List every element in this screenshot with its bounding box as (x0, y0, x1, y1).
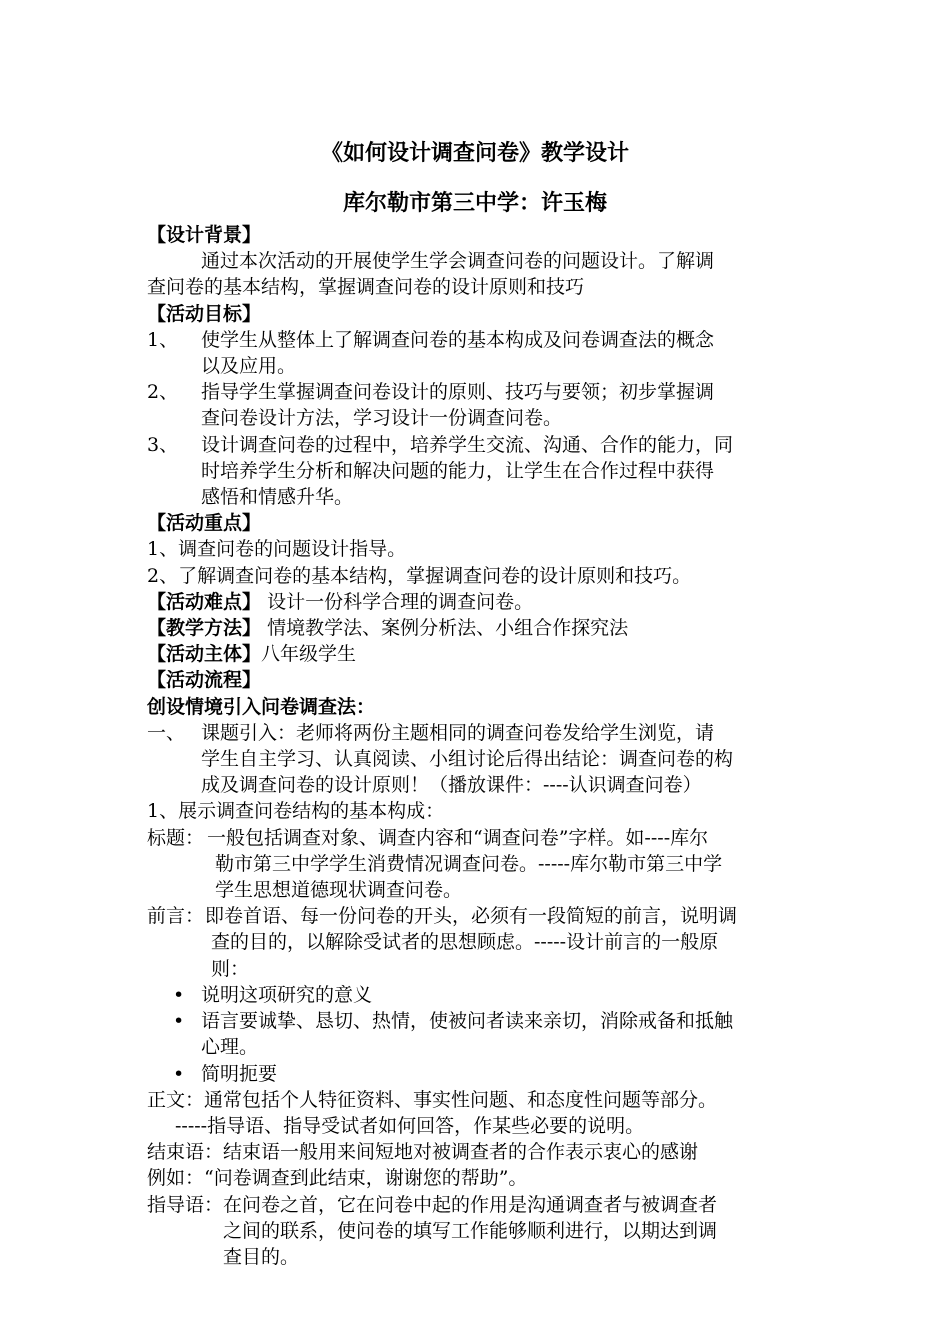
ending-label: 结束语： (147, 1141, 224, 1164)
bullet-text: 心理。 (201, 1036, 259, 1059)
preface-definition (147, 903, 812, 982)
focus-item: 2、了解调查问卷的基本结构，掌握调查问卷的设计原则和技巧。 (147, 564, 692, 587)
goal-item (147, 379, 812, 431)
bullet-icon: • (173, 1010, 185, 1033)
body-note: -----指导语、指导受试者如何回答，作某些必要的说明。 (175, 1114, 645, 1137)
goal-text: 时培养学生分析和解决问题的能力，让学生在合作过程中获得 (201, 459, 715, 482)
preface-label: 前言： (147, 905, 205, 928)
bullet-icon: • (173, 1062, 185, 1085)
goal-text: 设计调查问卷的过程中，培养学生交流、沟通、合作的能力，同 (201, 433, 734, 456)
goal-number: 2、 (147, 381, 179, 404)
title-text: 一般包括调查对象、调查内容和“调查问卷”字样。如----库尔 (207, 826, 709, 849)
document-body (147, 222, 812, 1270)
body-label: 正文： (147, 1088, 205, 1111)
goal-number: 3、 (147, 433, 179, 456)
focus-heading: 【活动重点】 (147, 512, 262, 535)
title-text: 学生思想道德现状调查问卷。 (215, 879, 463, 902)
preface-text: 即卷首语、每一份问卷的开头，必须有一段简短的前言，说明调 (205, 905, 738, 928)
guide-text: 查目的。 (223, 1245, 300, 1268)
bullet-text: 说明这项研究的意义 (201, 983, 373, 1006)
intro-number: 一、 (147, 721, 186, 744)
guide-label: 指导语： (147, 1193, 224, 1216)
document-title: 《如何设计调查问卷》教学设计 (320, 141, 629, 166)
goal-text: 指导学生掌握调查问卷设计的原则、技巧与要领；初步掌握调 (201, 381, 715, 404)
example-line: 例如：“问卷调查到此结束，谢谢您的帮助”。 (147, 1167, 528, 1190)
goal-text: 以及应用。 (201, 355, 297, 378)
difficulty-text: 设计一份科学合理的调查问卷。 (267, 590, 534, 613)
body-text: 通常包括个人特征资料、事实性问题、和态度性问题等部分。 (204, 1088, 718, 1111)
difficulty-row (147, 589, 812, 615)
background-text: 通过本次活动的开展使学生学会调查问卷的问题设计。了解调 (201, 250, 715, 273)
bullet-text: 语言要诚挚、恳切、热情，使被问者读来亲切，消除戒备和抵触 (201, 1010, 734, 1033)
bullet-icon: • (173, 983, 185, 1006)
preface-text: 查的目的，以解除受试者的思想顾虑。-----设计前言的一般原 (211, 931, 719, 954)
ending-row (147, 1139, 812, 1165)
method-row (147, 615, 812, 641)
goal-text: 使学生从整体上了解调查问卷的基本构成及问卷调查法的概念 (201, 328, 715, 351)
background-text: 查问卷的基本结构，掌握调查问卷的设计原则和技巧 (147, 276, 585, 299)
guide-definition (147, 1192, 812, 1271)
goals-heading: 【活动目标】 (147, 302, 262, 325)
difficulty-heading: 【活动难点】 (147, 590, 262, 613)
intro-text: 课题引入：老师将两份主题相同的调查问卷发给学生浏览，请 (201, 721, 715, 744)
title-text: 勒市第三中学学生消费情况调查问卷。-----库尔勒市第三中学 (215, 852, 723, 875)
bullet-text: 简明扼要 (201, 1062, 278, 1085)
subject-row (147, 641, 812, 667)
bullet-item (147, 1061, 812, 1087)
body-row (147, 1087, 812, 1113)
guide-text: 在问卷之首，它在问卷中起的作用是沟通调查者与被调查者 (223, 1193, 718, 1216)
goal-text: 查问卷设计方法，学习设计一份调查问卷。 (201, 407, 563, 430)
bullet-item (147, 982, 812, 1008)
ending-text: 结束语一般用来间短地对被调查者的合作表示衷心的感谢 (223, 1141, 699, 1164)
focus-item: 1、调查问卷的问题设计指导。 (147, 538, 407, 561)
flow-heading: 【活动流程】 (147, 669, 262, 692)
background-heading: 【设计背景】 (147, 224, 262, 246)
method-text: 情境教学法、案例分析法、小组合作探究法 (267, 617, 629, 640)
goal-text: 感悟和情感升华。 (201, 486, 354, 509)
goal-item (147, 432, 812, 511)
title-definition (147, 825, 812, 904)
intro-item (147, 720, 812, 799)
author-line: 库尔勒市第三中学：许玉梅 (342, 191, 607, 216)
intro-text: 学生自主学习、认真阅读、小组讨论后得出结论：调查问卷的构 (201, 748, 734, 771)
intro-text: 成及调查问卷的设计原则！（播放课件：----认识调查问卷） (201, 774, 702, 797)
subject-text: 八年级学生 (261, 643, 357, 666)
structure-line: 1、展示调查问卷结构的基本构成： (147, 800, 445, 823)
preface-text: 则： (211, 957, 250, 980)
goal-number: 1、 (147, 328, 179, 351)
bullet-item (147, 1008, 812, 1060)
title-label: 标题： (147, 826, 205, 849)
subject-heading: 【活动主体】 (147, 643, 262, 666)
flow-subheading: 创设情境引入问卷调查法： (147, 695, 376, 718)
method-heading: 【教学方法】 (147, 617, 262, 640)
goal-item (147, 327, 812, 379)
guide-text: 之间的联系，使问卷的填写工作能够顺利进行，以期达到调 (223, 1219, 718, 1242)
